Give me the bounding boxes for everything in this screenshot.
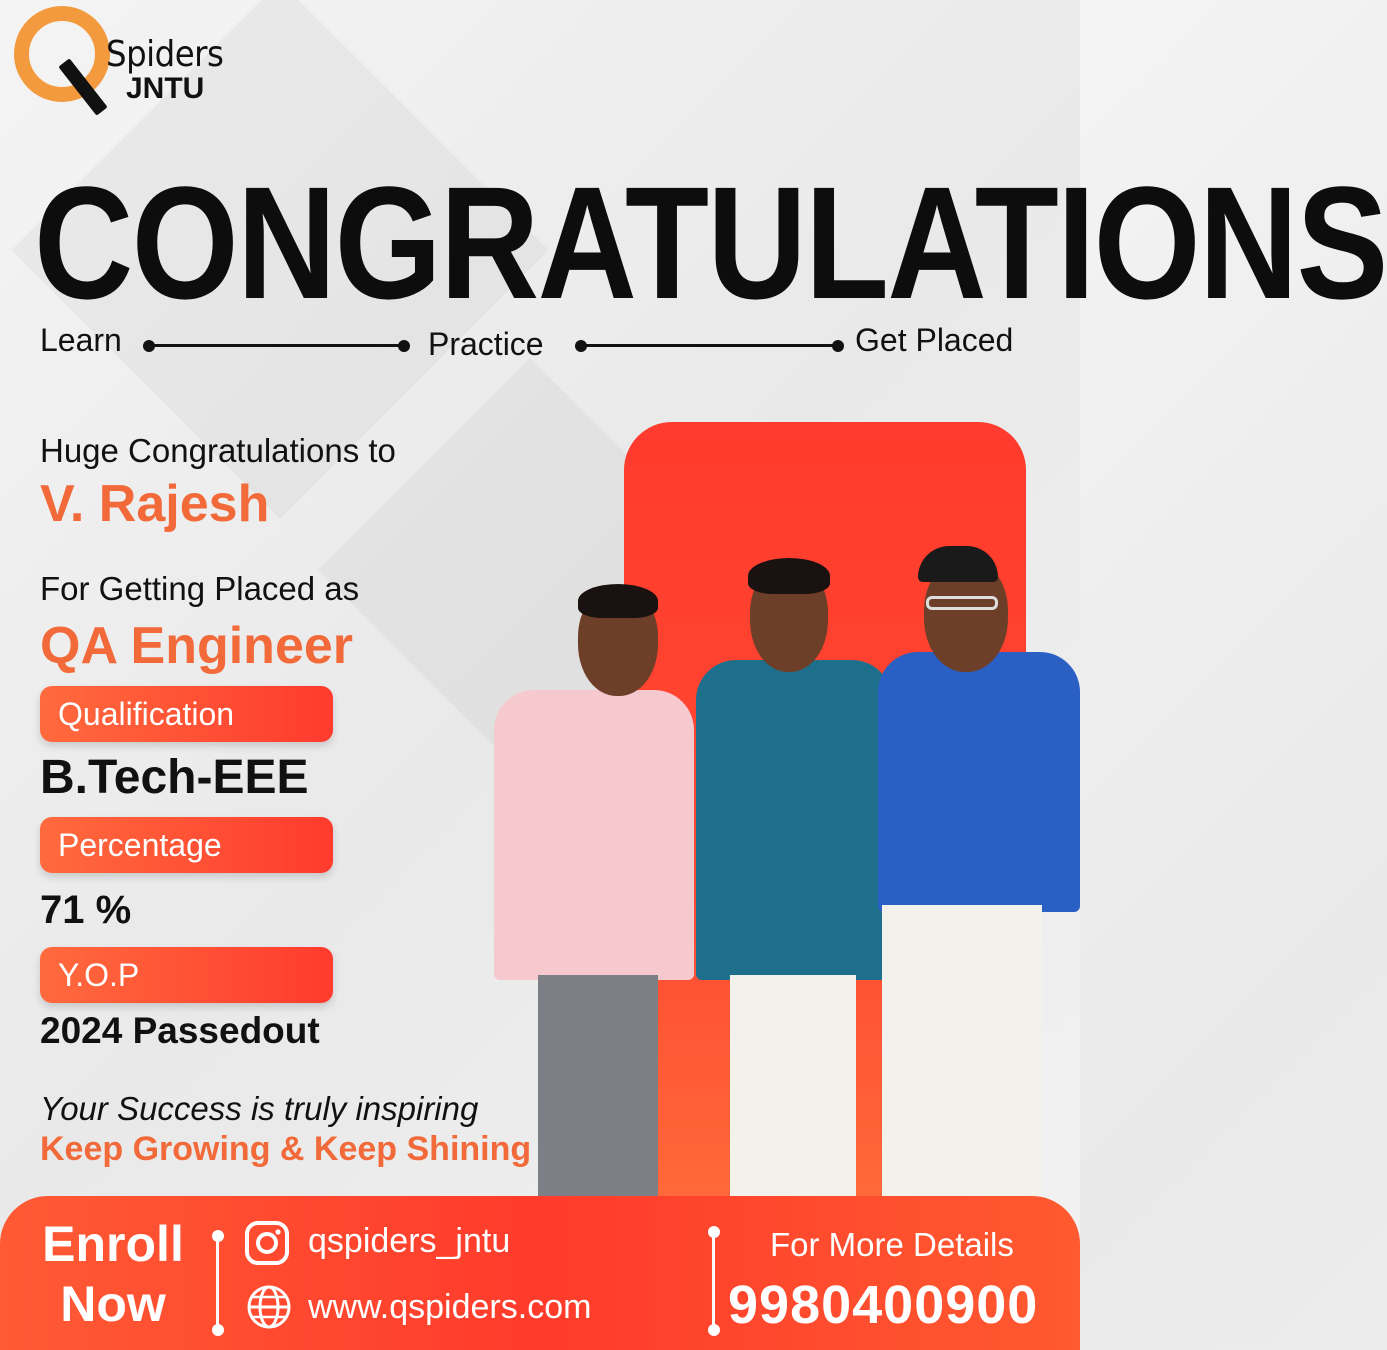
- instagram-handle[interactable]: qspiders_jntu: [308, 1222, 511, 1260]
- step-get-placed: Get Placed: [855, 322, 1014, 358]
- step-connector: [582, 344, 836, 347]
- logo-text-spiders: Spiders: [106, 34, 224, 75]
- percentage-label: Percentage: [40, 817, 333, 873]
- person-right: [878, 540, 1080, 1200]
- person-left: [486, 580, 696, 1200]
- step-learn: Learn: [40, 322, 122, 358]
- phone-number[interactable]: 9980400900: [728, 1275, 1039, 1335]
- yop-label: Y.O.P: [40, 947, 333, 1003]
- intro-text: Huge Congratulations to: [40, 432, 396, 469]
- headline: CONGRATULATIONS: [34, 153, 1387, 332]
- job-role: QA Engineer: [40, 617, 354, 675]
- qualification-value: B.Tech-EEE: [40, 751, 309, 804]
- person-middle: [694, 550, 894, 1200]
- divider-line: [712, 1232, 715, 1328]
- enroll-line2: Now: [60, 1276, 166, 1332]
- percentage-value: 71 %: [40, 888, 132, 932]
- yop-value: 2024 Passedout: [40, 1010, 320, 1051]
- step-connector: [150, 344, 402, 347]
- enroll-now[interactable]: [38, 1214, 188, 1334]
- logo-text-jntu: JNTU: [126, 72, 205, 105]
- tagline: Your Success is truly inspiring: [40, 1090, 479, 1127]
- more-details-label: For More Details: [770, 1226, 1014, 1263]
- divider-line: [216, 1236, 219, 1328]
- group-photo: [486, 540, 1080, 1200]
- tagline-highlight: Keep Growing & Keep Shining: [40, 1130, 532, 1168]
- logo-ring-icon: [14, 6, 110, 102]
- divider-dot: [708, 1324, 720, 1336]
- step-practice: Practice: [428, 326, 544, 362]
- steps-row: [0, 320, 1080, 370]
- website-link[interactable]: www.qspiders.com: [308, 1288, 592, 1326]
- qualification-label: Qualification: [40, 686, 333, 742]
- globe-icon[interactable]: [246, 1284, 292, 1330]
- brand-logo: [14, 6, 224, 116]
- step-dot: [832, 340, 844, 352]
- placed-text: For Getting Placed as: [40, 570, 360, 607]
- footer-bar: [0, 1196, 1080, 1350]
- candidate-name: V. Rajesh: [40, 475, 270, 533]
- step-dot: [398, 340, 410, 352]
- enroll-line1: Enroll: [42, 1216, 184, 1272]
- divider-dot: [212, 1324, 224, 1336]
- instagram-icon[interactable]: [244, 1220, 290, 1266]
